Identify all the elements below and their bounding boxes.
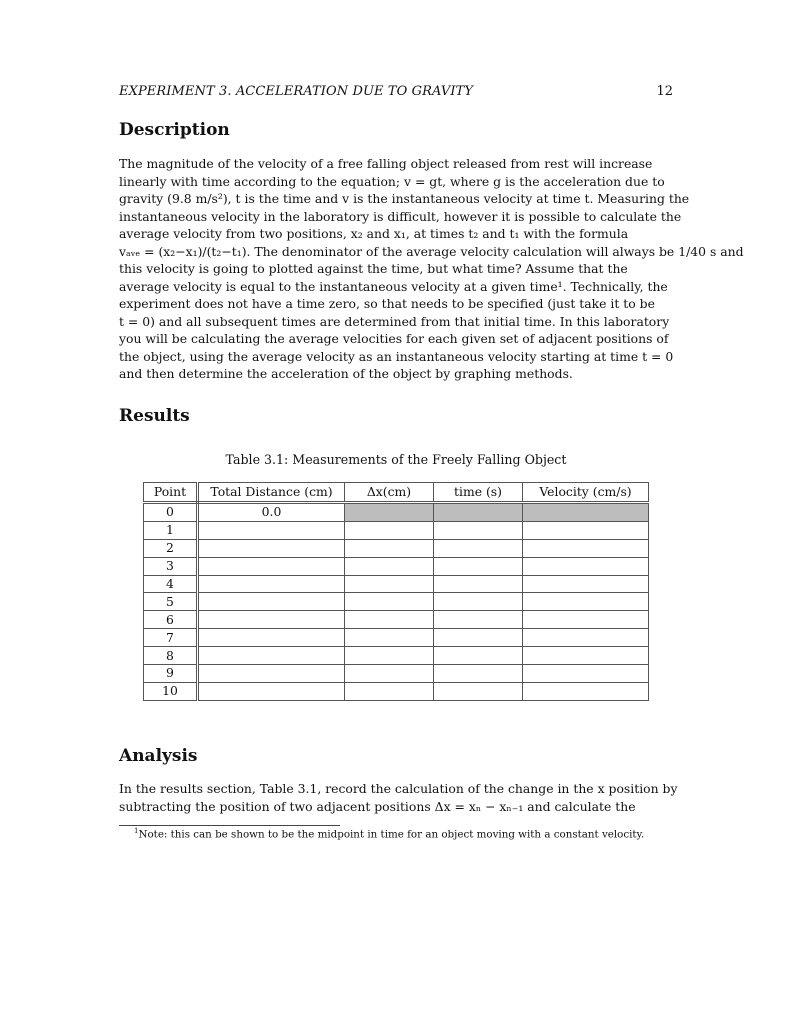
text-line: The magnitude of the velocity of a free falling object released from rest will increase [119, 156, 653, 171]
table-cell [434, 682, 523, 700]
text-line: In the results section, Table 3.1, record the calculation of the change in the x position by [119, 781, 678, 796]
table-row [144, 539, 649, 557]
measurements-table [143, 482, 649, 701]
table-row [144, 575, 649, 593]
table-cell: 10 [144, 682, 198, 700]
table-cell [345, 647, 434, 665]
table-header-row [144, 483, 649, 503]
table-cell [523, 629, 649, 647]
table-cell: 5 [144, 593, 198, 611]
column-header-total-distance: Total Distance (cm) [198, 483, 345, 503]
footnote-marker: 1 [134, 827, 139, 835]
table-cell: 0 [144, 503, 198, 522]
table-cell [523, 593, 649, 611]
table-cell [434, 575, 523, 593]
table-cell [198, 647, 345, 665]
table-cell [198, 593, 345, 611]
table-caption: Table 3.1: Measurements of the Freely Falling Object [225, 452, 567, 467]
text-line: this velocity is going to plotted against the time, but what time? Assume that the [119, 261, 628, 276]
table-cell [198, 575, 345, 593]
column-header-time: time (s) [434, 483, 523, 503]
table-cell [345, 629, 434, 647]
table-cell [523, 521, 649, 539]
table-cell [434, 611, 523, 629]
chapter-title: EXPERIMENT 3. ACCELERATION DUE TO GRAVITY [119, 84, 474, 99]
table-cell [345, 593, 434, 611]
table-row [144, 629, 649, 647]
table-cell: 2 [144, 539, 198, 557]
table-row [144, 647, 649, 665]
text-line: instantaneous velocity in the laboratory is difficult, however it is possible to calculate the [119, 208, 682, 224]
text-line: you will be calculating the average velocities for each given set of adjacent positions of [119, 331, 669, 346]
text-line: linearly with time according to the equation; v = gt, where g is the acceleration due to [119, 173, 665, 189]
table-body [144, 503, 649, 701]
table-cell [434, 557, 523, 575]
table-cell [198, 539, 345, 557]
table-cell [523, 647, 649, 665]
table-cell [345, 539, 434, 557]
results-heading: Results [119, 406, 190, 426]
table-cell [434, 521, 523, 539]
column-header-point: Point [144, 483, 198, 503]
table-row [144, 521, 649, 539]
text-line: average velocity is equal to the instantaneous velocity at a given time¹. Technically, the [119, 278, 668, 294]
table-row [144, 611, 649, 629]
table-cell [198, 629, 345, 647]
table-cell [198, 665, 345, 683]
table-cell [434, 629, 523, 647]
table-cell: 6 [144, 611, 198, 629]
table-row [144, 593, 649, 611]
table-cell [345, 575, 434, 593]
description-paragraph [119, 155, 744, 383]
shaded-cell [345, 503, 434, 522]
text-line: the object, using the average velocity as an instantaneous velocity starting at time t = 0 [119, 348, 674, 364]
table-cell [523, 611, 649, 629]
text-line: t = 0) and all subsequent times are determined from that initial time. In this laboratory [119, 313, 670, 329]
page-number: 12 [656, 84, 673, 99]
footnote-text: Note: this can be shown to be the midpoint in time for an object moving with a constant velocity. [138, 828, 645, 841]
analysis-heading: Analysis [119, 746, 198, 766]
footnote-rule [119, 825, 340, 826]
text-line: and then determine the acceleration of the object by graphing methods. [119, 366, 573, 381]
table-cell: 8 [144, 647, 198, 665]
text-line: vₐᵥₑ = (x₂−x₁)/(t₂−t₁). The denominator of the average velocity calculation will always be 1/40 s and [119, 243, 744, 259]
table-cell [434, 539, 523, 557]
column-header-delta-x: Δx(cm) [345, 483, 434, 503]
table-cell [434, 647, 523, 665]
table-cell [198, 521, 345, 539]
table-cell [523, 557, 649, 575]
table-cell [523, 539, 649, 557]
table-row [144, 682, 649, 700]
table-cell [345, 611, 434, 629]
table-cell [345, 665, 434, 683]
table-cell [198, 611, 345, 629]
text-line: gravity (9.8 m/s²), t is the time and v is the instantaneous velocity at time t. Measuring the [119, 191, 690, 206]
table-cell: 3 [144, 557, 198, 575]
table-cell: 9 [144, 665, 198, 683]
text-line: experiment does not have a time zero, so that needs to be specified (just take it to be [119, 296, 655, 311]
footnote [134, 827, 644, 840]
text-line: average velocity from two positions, x₂ and x₁, at times t₂ and t₁ with the formula [119, 226, 629, 241]
table-cell [345, 521, 434, 539]
table-cell [523, 682, 649, 700]
column-header-velocity: Velocity (cm/s) [523, 483, 649, 503]
table-cell [345, 557, 434, 575]
table-cell: 7 [144, 629, 198, 647]
shaded-cell [434, 503, 523, 522]
table-row [144, 503, 649, 522]
running-head [119, 84, 673, 102]
shaded-cell [523, 503, 649, 522]
analysis-paragraph [119, 780, 678, 815]
table-cell [523, 665, 649, 683]
table-cell [345, 682, 434, 700]
text-line: subtracting the position of two adjacent positions Δx = xₙ − xₙ₋₁ and calculate the [119, 798, 636, 814]
table-cell: 4 [144, 575, 198, 593]
table-cell: 1 [144, 521, 198, 539]
table-cell [198, 557, 345, 575]
table-row [144, 665, 649, 683]
table-cell [523, 575, 649, 593]
description-heading: Description [119, 120, 230, 140]
table-cell: 0.0 [198, 503, 345, 522]
table-cell [434, 593, 523, 611]
table-row [144, 557, 649, 575]
table-cell [198, 682, 345, 700]
table-cell [434, 665, 523, 683]
